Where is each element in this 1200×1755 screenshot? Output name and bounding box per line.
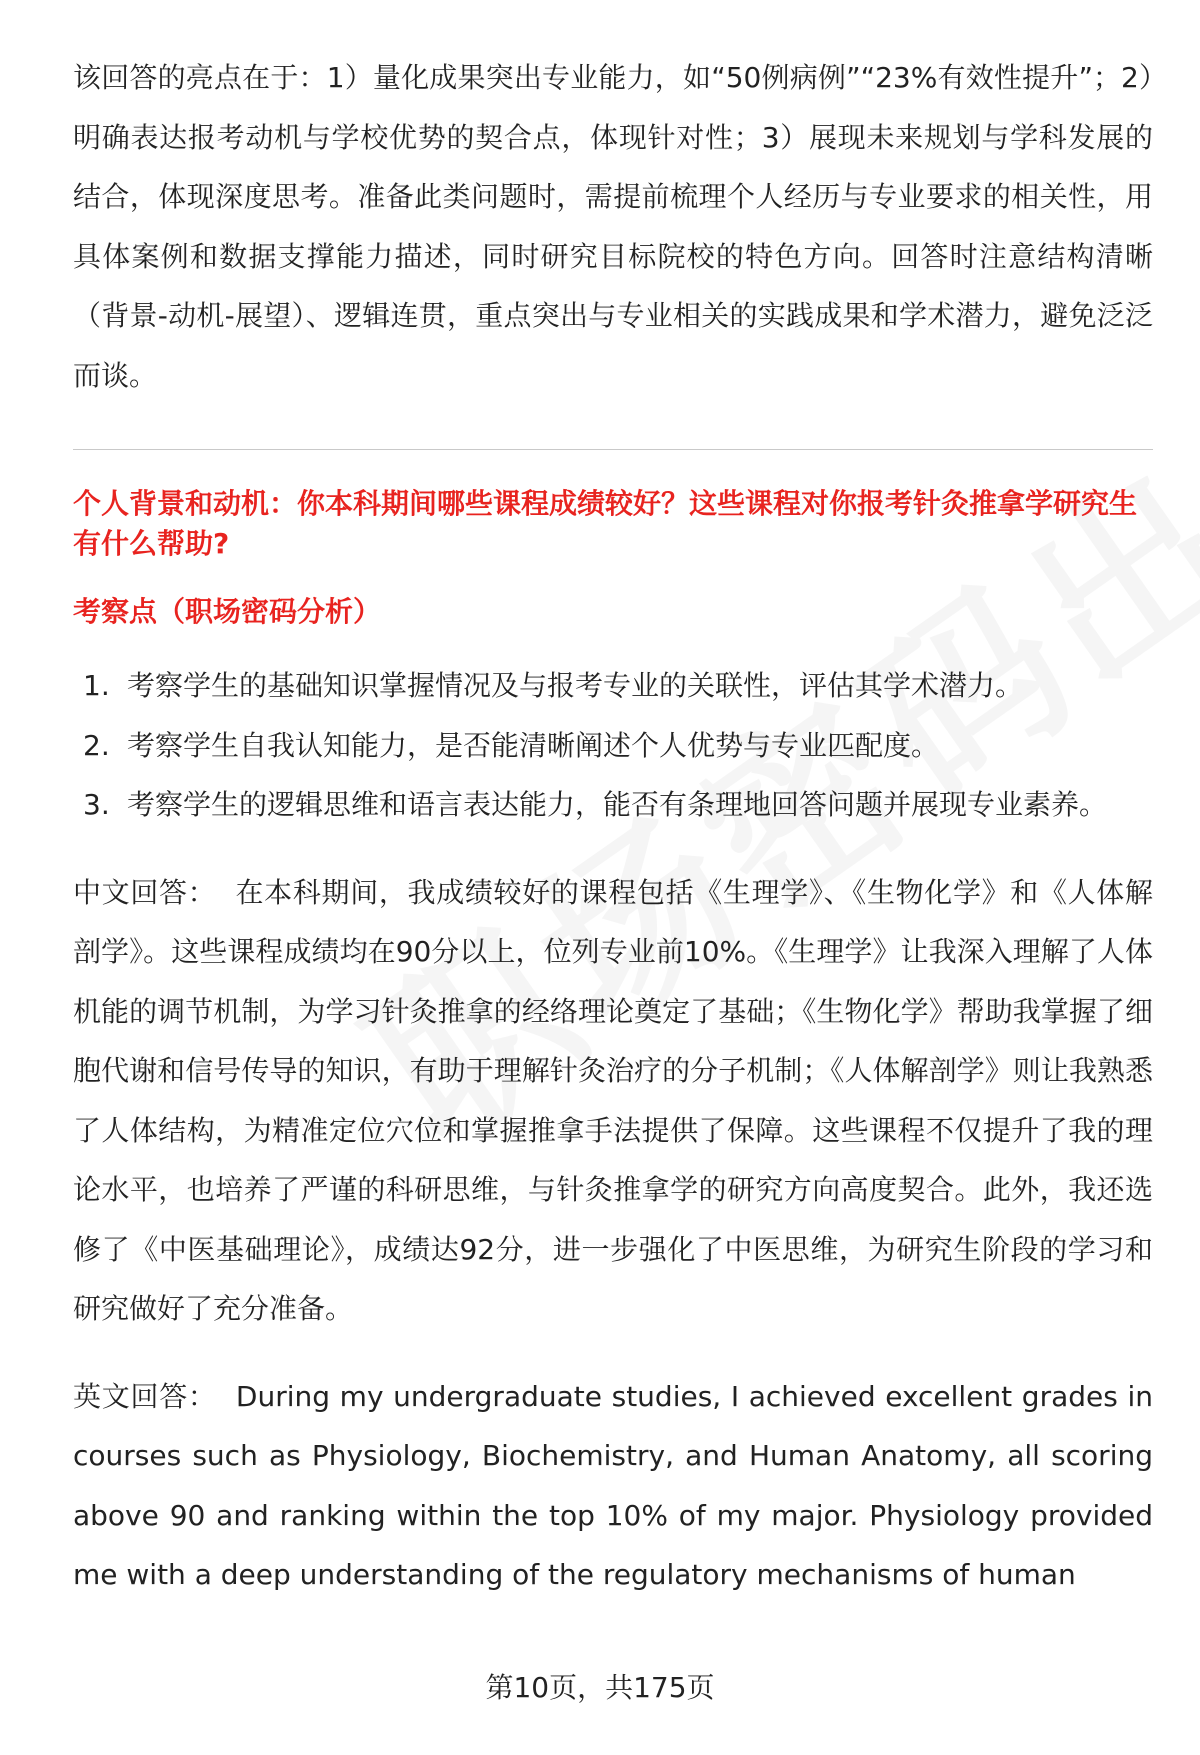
chinese-answer-label: 中文回答： xyxy=(73,875,217,909)
list-item-text: 考察学生的基础知识掌握情况及与报考专业的关联性，评估其学术潜力。 xyxy=(127,669,1024,702)
english-answer-text: During my undergraduate studies, I achieved excellent grades in courses such as Physiology, Biochemistry, and Human Anatomy, all scoring above 90 and ranking within the top 10% of my major. Physiology provided me with a deep understanding of the regulatory mechanisms of human xyxy=(73,1379,1153,1591)
chinese-answer xyxy=(73,863,1153,1339)
page-content xyxy=(73,48,1153,1605)
list-item-text: 考察学生的逻辑思维和语言表达能力，能否有条理地回答问题并展现专业素养。 xyxy=(127,788,1108,821)
chinese-answer-text: 在本科期间，我成绩较好的课程包括《生理学》、《生物化学》和《人体解剖学》。这些课程成绩均在90分以上，位列专业前10%。《生理学》让我深入理解了人体机能的调节机制，为学习针灸推拿的经络理论奠定了基础；《生物化学》帮助我掌握了细胞代谢和信号传导的知识，有助于理解针灸治疗的分子机制；《人体解剖学》则让我熟悉了人体结构，为精准定位穴位和掌握推拿手法提供了保障。这些课程不仅提升了我的理论水平，也培养了严谨的科研思维，与针灸推拿学的研究方向高度契合。此外，我还选修了《中医基础理论》，成绩达92分，进一步强化了中医思维，为研究生阶段的学习和研究做好了充分准备。 xyxy=(73,875,1153,1325)
page-number-footer: 第10页，共175页 xyxy=(485,1671,715,1704)
english-answer-label: 英文回答： xyxy=(73,1379,217,1413)
section-divider xyxy=(73,449,1153,450)
list-item-number: 2. xyxy=(83,728,110,762)
list-item-text: 考察学生自我认知能力，是否能清晰阐述个人优势与专业匹配度。 xyxy=(127,728,940,762)
list-item-number: 3. xyxy=(83,788,110,821)
english-answer xyxy=(73,1367,1153,1605)
list-item xyxy=(73,716,1153,776)
question-heading: 个人背景和动机：你本科期间哪些课程成绩较好？这些课程对你报考针灸推拿学研究生有什么帮助? xyxy=(73,487,1138,560)
list-item xyxy=(73,775,1153,835)
list-item-number: 1. xyxy=(83,669,110,702)
exam-point-heading: 考察点（职场密码分析） xyxy=(73,595,382,628)
intro-paragraph: 该回答的亮点在于：1）量化成果突出专业能力，如“50例病例”“23%有效性提升”；2）明确表达报考动机与学校优势的契合点，体现针对性；3）展现未来规划与学科发展的结合，体现深度思考。准备此类问题时，需提前梳理个人经历与专业要求的相关性，用具体案例和数据支撑能力描述，同时研究目标院校的特色方向。回答时注意结构清晰（背景-动机-展望）、逻辑连贯，重点突出与专业相关的实践成果和学术潜力，避免泛泛而谈。 xyxy=(73,61,1153,392)
list-item xyxy=(73,656,1153,716)
exam-point-list xyxy=(73,656,1153,835)
